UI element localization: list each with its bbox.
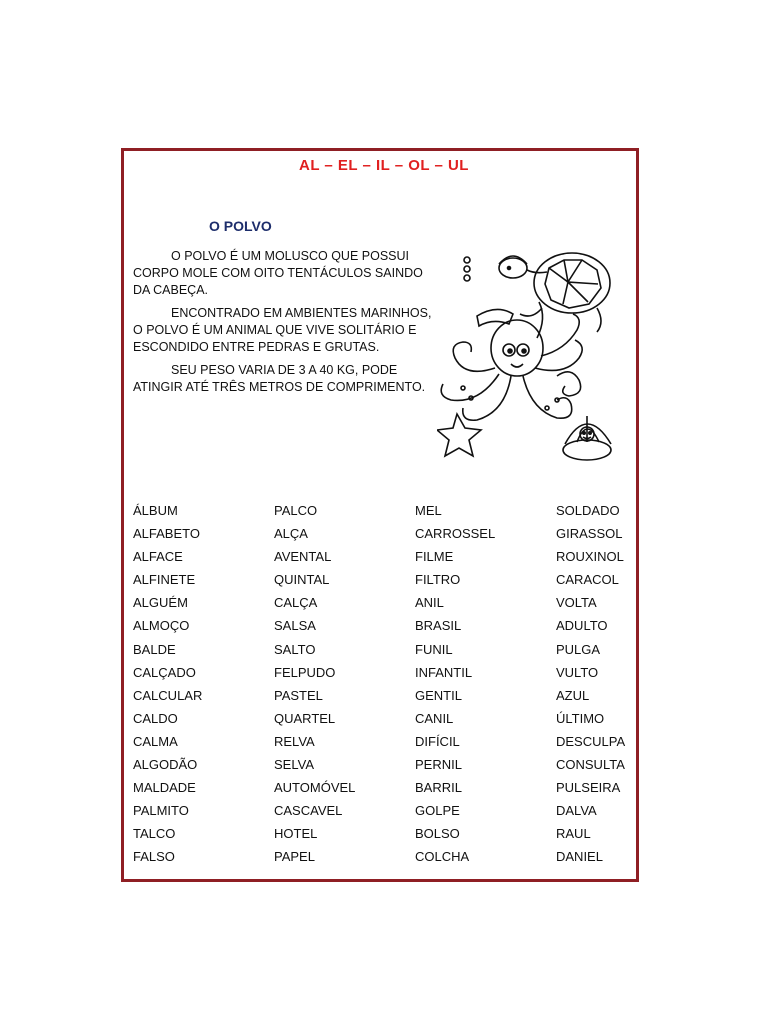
word-item: AUTOMÓVEL [274,780,356,796]
word-item: AZUL [556,687,590,703]
story-heading: O POLVO [209,218,272,234]
word-item: PALCO [274,503,318,518]
word-item: HOTEL [274,826,318,842]
word-item: SELVA [274,757,314,773]
word-item: RELVA [274,733,315,749]
word-item: FELPUDO [274,664,336,680]
octopus-icon [441,302,582,420]
word-item: ANIL [415,595,444,611]
word-item: TALCO [133,826,176,842]
word-item: CALÇADO [133,664,196,680]
word-item: QUARTEL [274,710,336,726]
word-item: PULSEIRA [556,780,621,796]
word-item: FILME [415,549,454,565]
word-item: ALGUÉM [133,595,188,611]
word-item: BARRIL [415,780,462,796]
word-item: PAPEL [274,849,315,865]
word-item: GENTIL [415,687,462,703]
word-item: CONSULTA [556,757,625,773]
bubbles-icon [464,257,470,281]
word-item: ALMOÇO [133,618,190,634]
word-item: PALMITO [133,803,189,819]
word-item: CALDO [133,710,178,726]
word-item: ALGODÃO [133,757,198,773]
word-item: ALFACE [133,549,183,565]
shell-icon [563,416,611,460]
word-item: DANIEL [556,849,603,865]
word-item: ALFABETO [133,526,200,542]
word-item: ALÇA [274,526,308,542]
word-item: DALVA [556,803,597,819]
story-paragraph-3: SEU PESO VARIA DE 3 A 40 KG, PODE ATINGIR ATÉ TRÊS METROS DE COMPRIMENTO. [133,363,426,394]
word-item: COLCHA [415,849,470,865]
word-item: VOLTA [556,595,597,611]
word-item: ADULTO [556,618,608,634]
word-item: ROUXINOL [556,549,624,565]
octopus-illustration [437,238,627,474]
word-item: RAUL [556,826,591,842]
word-item: CARROSSEL [415,526,496,542]
word-item: ALFINETE [133,572,196,588]
word-item: SOLDADO [556,503,620,518]
word-item: BRASIL [415,618,462,634]
worksheet-title: AL – EL – IL – OL – UL [299,157,469,174]
word-item: CALCULAR [133,687,203,703]
story-text [133,248,433,402]
word-list [133,503,633,873]
word-item: GIRASSOL [556,526,623,542]
word-item: FALSO [133,849,175,865]
word-item: QUINTAL [274,572,330,588]
word-item: VULTO [556,664,599,680]
word-item: ÚLTIMO [556,710,605,726]
word-item: PASTEL [274,687,323,703]
story-paragraph-2: ENCONTRADO EM AMBIENTES MARINHOS, O POLVO É UM ANIMAL QUE VIVE SOLITÁRIO E ESCONDIDO ENTRE PEDRAS E GRUTAS. [133,306,432,354]
word-item: PULGA [556,641,601,657]
word-item: GOLPE [415,803,460,819]
word-item: PERNIL [415,757,462,773]
word-item: BOLSO [415,826,460,842]
word-item: MALDADE [133,780,196,796]
word-item: FUNIL [415,641,453,657]
word-item: CANIL [415,710,454,726]
word-item: SALSA [274,618,316,634]
word-item: SALTO [274,641,316,657]
word-item: AVENTAL [274,549,332,565]
word-item: DESCULPA [556,733,626,749]
word-item: FILTRO [415,572,461,588]
word-item: MEL [415,503,442,518]
word-item: CALÇA [274,595,318,611]
word-item: BALDE [133,641,176,657]
word-item: CASCAVEL [274,803,343,819]
word-item: ÁLBUM [133,503,178,518]
word-item: CALMA [133,733,178,749]
word-item: DIFÍCIL [415,733,460,749]
word-item: CARACOL [556,572,619,588]
story-paragraph-1: O POLVO É UM MOLUSCO QUE POSSUI CORPO MOLE COM OITO TENTÁCULOS SAINDO DA CABEÇA. [133,249,423,297]
word-item: INFANTIL [415,664,473,680]
